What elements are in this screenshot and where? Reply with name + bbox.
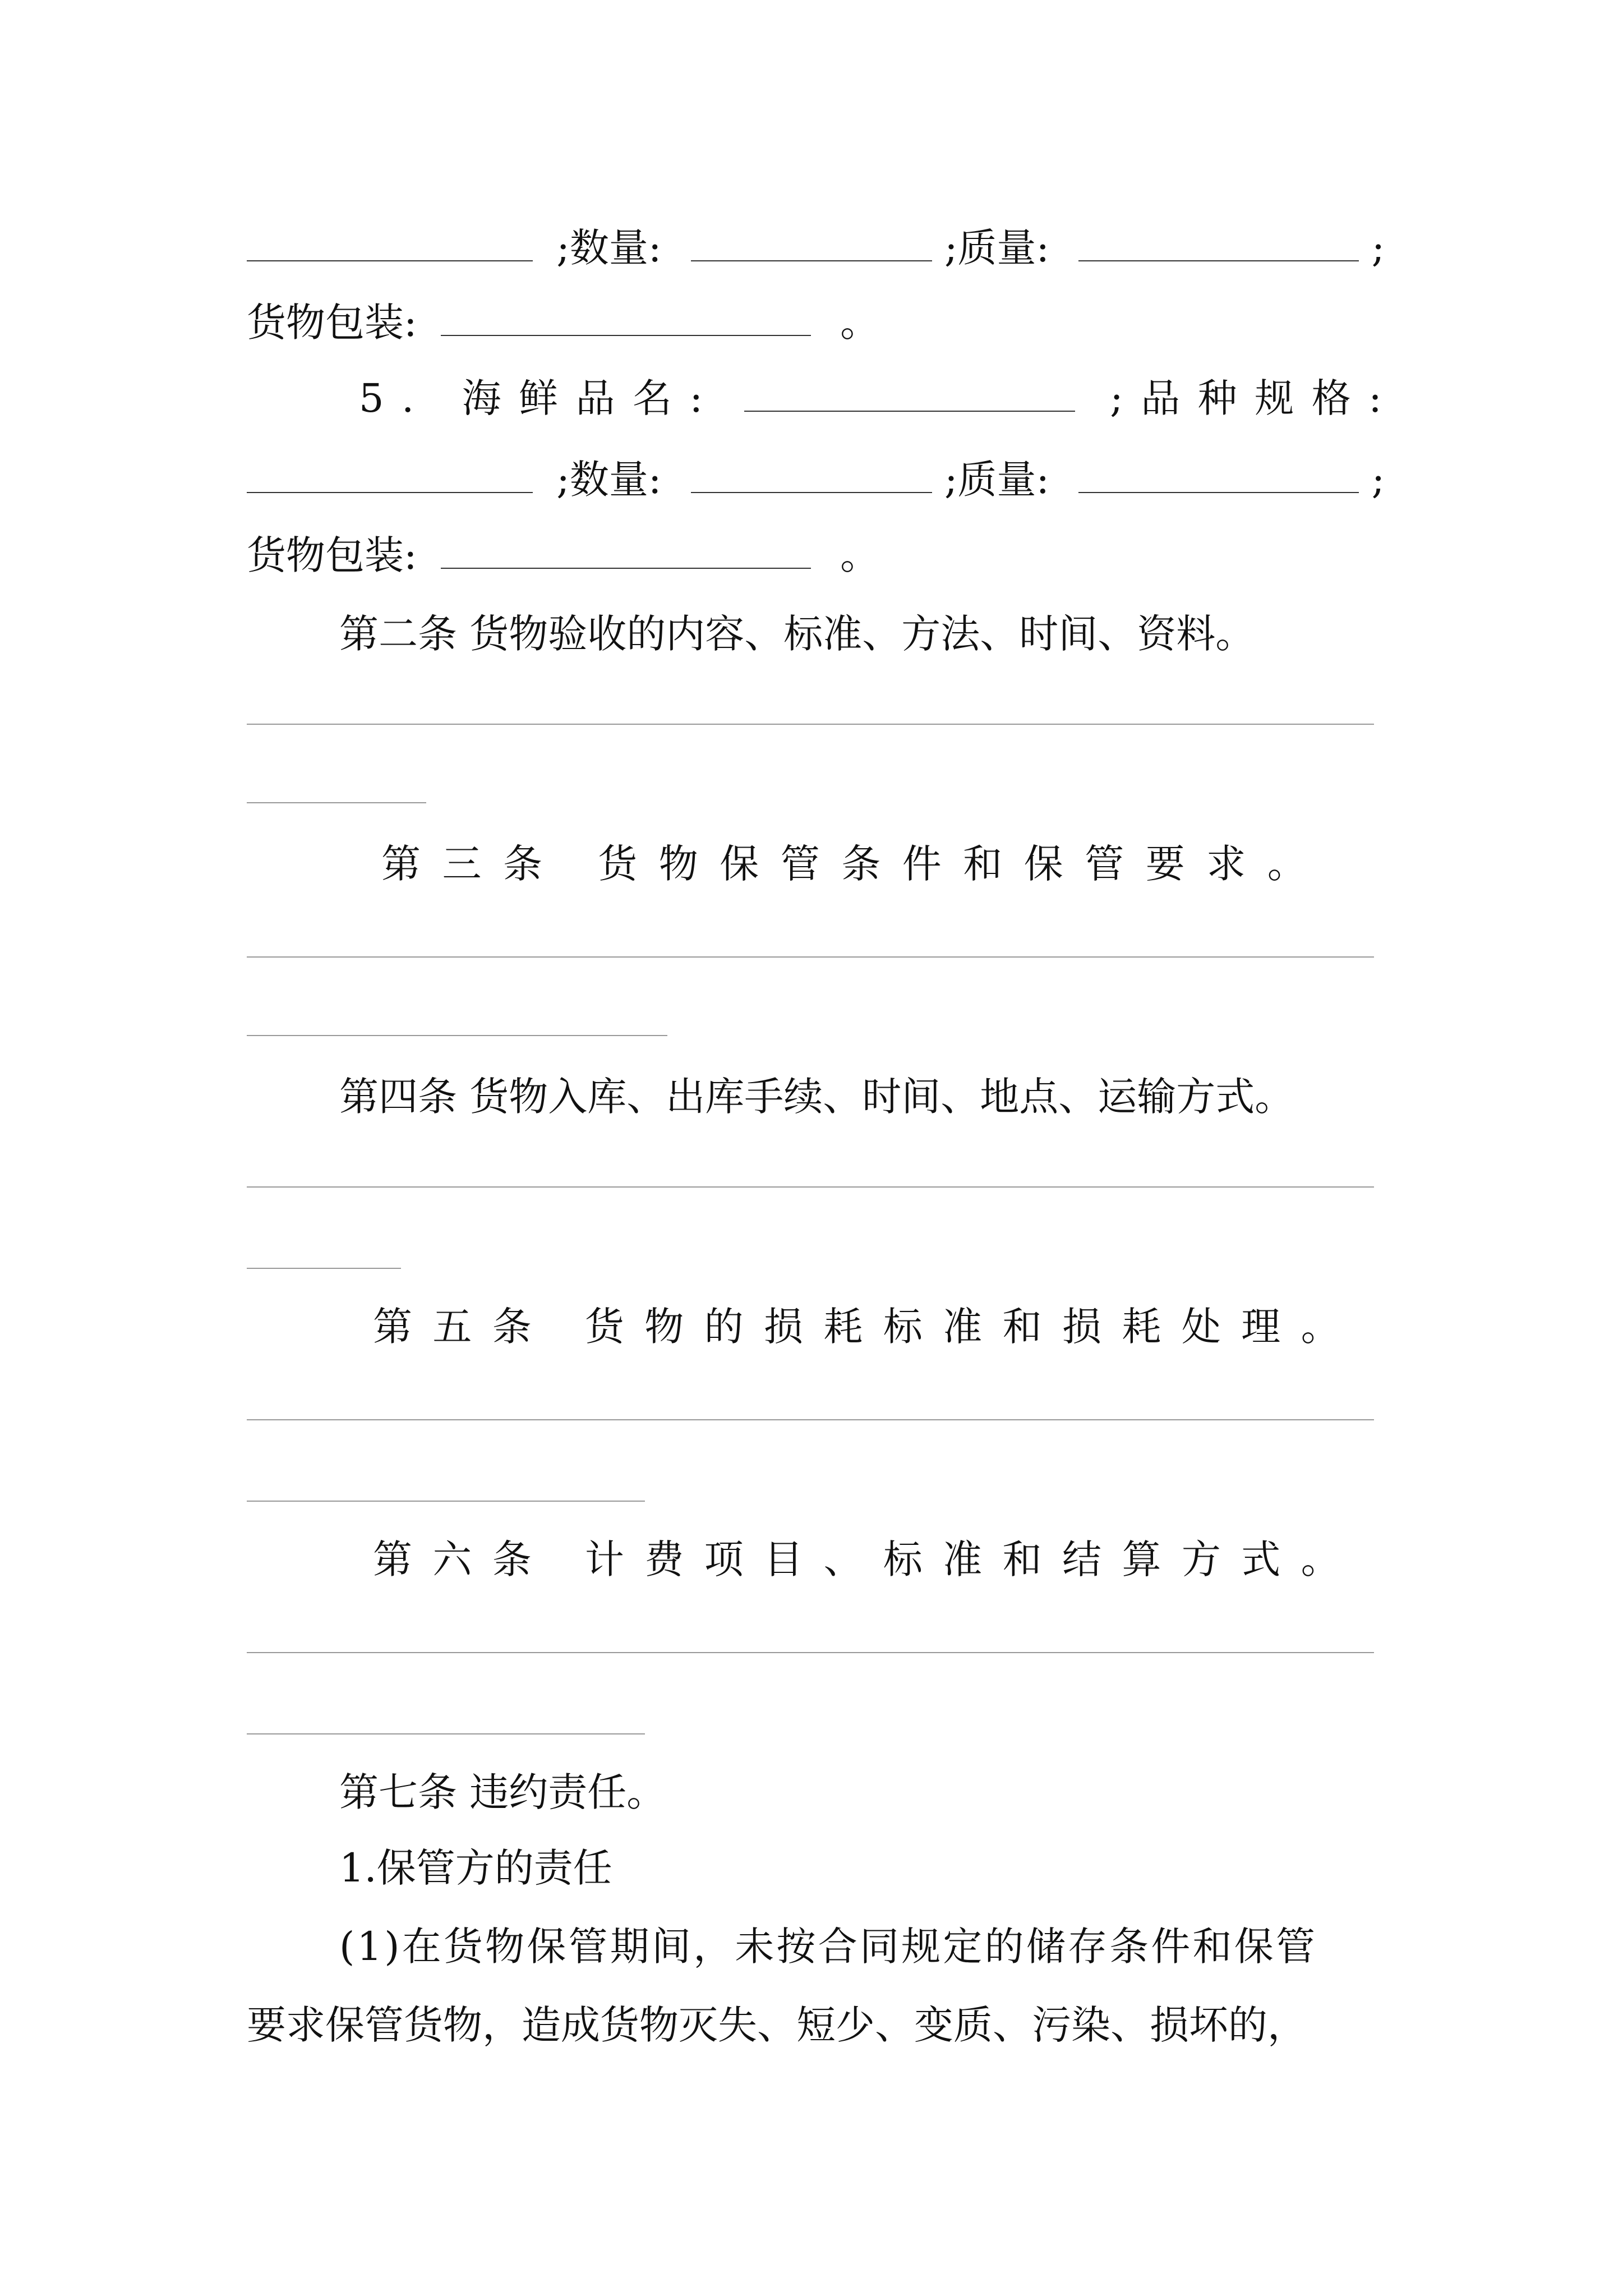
fill-in-line[interactable]: [247, 1186, 1374, 1188]
article-2-text: 第二条 货物验收的内容、标准、方法、时间、资料。: [339, 611, 1255, 657]
article-4-text: 第四条 货物入库、出库手续、时间、地点、运输方式。: [339, 1074, 1294, 1120]
period: 。: [840, 532, 880, 578]
article-2: [247, 595, 1380, 673]
article-5-text: 第五条 货物的损耗标准和损耗处理。: [373, 1304, 1361, 1350]
paragraph-line-2: [247, 1986, 1380, 2064]
fill-in-line[interactable]: [247, 1652, 1374, 1653]
quantity-label: ;数量:: [556, 457, 662, 503]
seafood-name-blank[interactable]: [744, 359, 1075, 412]
variety-spec-blank[interactable]: [247, 209, 533, 261]
article-5: [247, 1287, 1380, 1366]
article-3: [247, 825, 1380, 903]
fill-in-line[interactable]: [247, 956, 1374, 958]
custodian-responsibility-heading: 1.保管方的责任: [339, 1845, 612, 1891]
quantity-label: ;数量:: [556, 225, 662, 271]
variety-spec-blank[interactable]: [247, 440, 533, 493]
end-semicolon: ;: [1371, 225, 1385, 271]
article-3-text: 第三条 货物保管条件和保管要求。: [381, 841, 1329, 887]
end-semicolon: ;: [1371, 457, 1385, 503]
article-7-text: 第七条 违约责任。: [339, 1769, 666, 1815]
item5-name-line: [247, 359, 1400, 438]
quality-blank[interactable]: [1078, 440, 1359, 493]
quantity-blank[interactable]: [691, 209, 932, 261]
article-4: [247, 1057, 1380, 1136]
quality-label: ;质量:: [944, 457, 1050, 503]
quantity-blank[interactable]: [691, 440, 932, 493]
article-6-text: 第六条 计费项目、标准和结算方式。: [373, 1536, 1361, 1582]
packaging-label: 货物包装:: [247, 532, 417, 578]
fill-in-line[interactable]: [247, 1733, 645, 1734]
paragraph-text-1: (1)在货物保管期间，未按合同规定的储存条件和保管: [339, 1924, 1318, 1970]
period: 。: [840, 300, 880, 346]
fill-in-line[interactable]: [247, 802, 426, 803]
paragraph-text-2: 要求保管货物，造成货物灭失、短少、变质、污染、损坏的，: [247, 2002, 1307, 2048]
packaging-blank[interactable]: [441, 283, 811, 336]
fill-in-line[interactable]: [247, 1268, 401, 1269]
quality-blank[interactable]: [1078, 209, 1359, 261]
item5-packaging-line: [247, 516, 1380, 595]
quality-label: ;质量:: [944, 225, 1050, 271]
article-6: [247, 1520, 1380, 1599]
fill-in-line[interactable]: [247, 1419, 1374, 1420]
packaging-blank[interactable]: [441, 516, 811, 569]
article-7: [247, 1753, 1380, 1832]
spec-label: ;品种规格:: [1110, 375, 1400, 421]
section-heading: [247, 1829, 1380, 1907]
fill-in-line[interactable]: [247, 1035, 667, 1036]
seafood-name-label: 5. 海鲜品名:: [359, 375, 721, 421]
item4-packaging-line: [247, 283, 1380, 362]
item4-fields-line: [247, 209, 1385, 287]
fill-in-line[interactable]: [247, 1501, 645, 1502]
item5-fields-line: [247, 440, 1385, 519]
paragraph-line-1: [247, 1907, 1380, 1986]
fill-in-line[interactable]: [247, 724, 1374, 725]
packaging-label: 货物包装:: [247, 300, 417, 346]
